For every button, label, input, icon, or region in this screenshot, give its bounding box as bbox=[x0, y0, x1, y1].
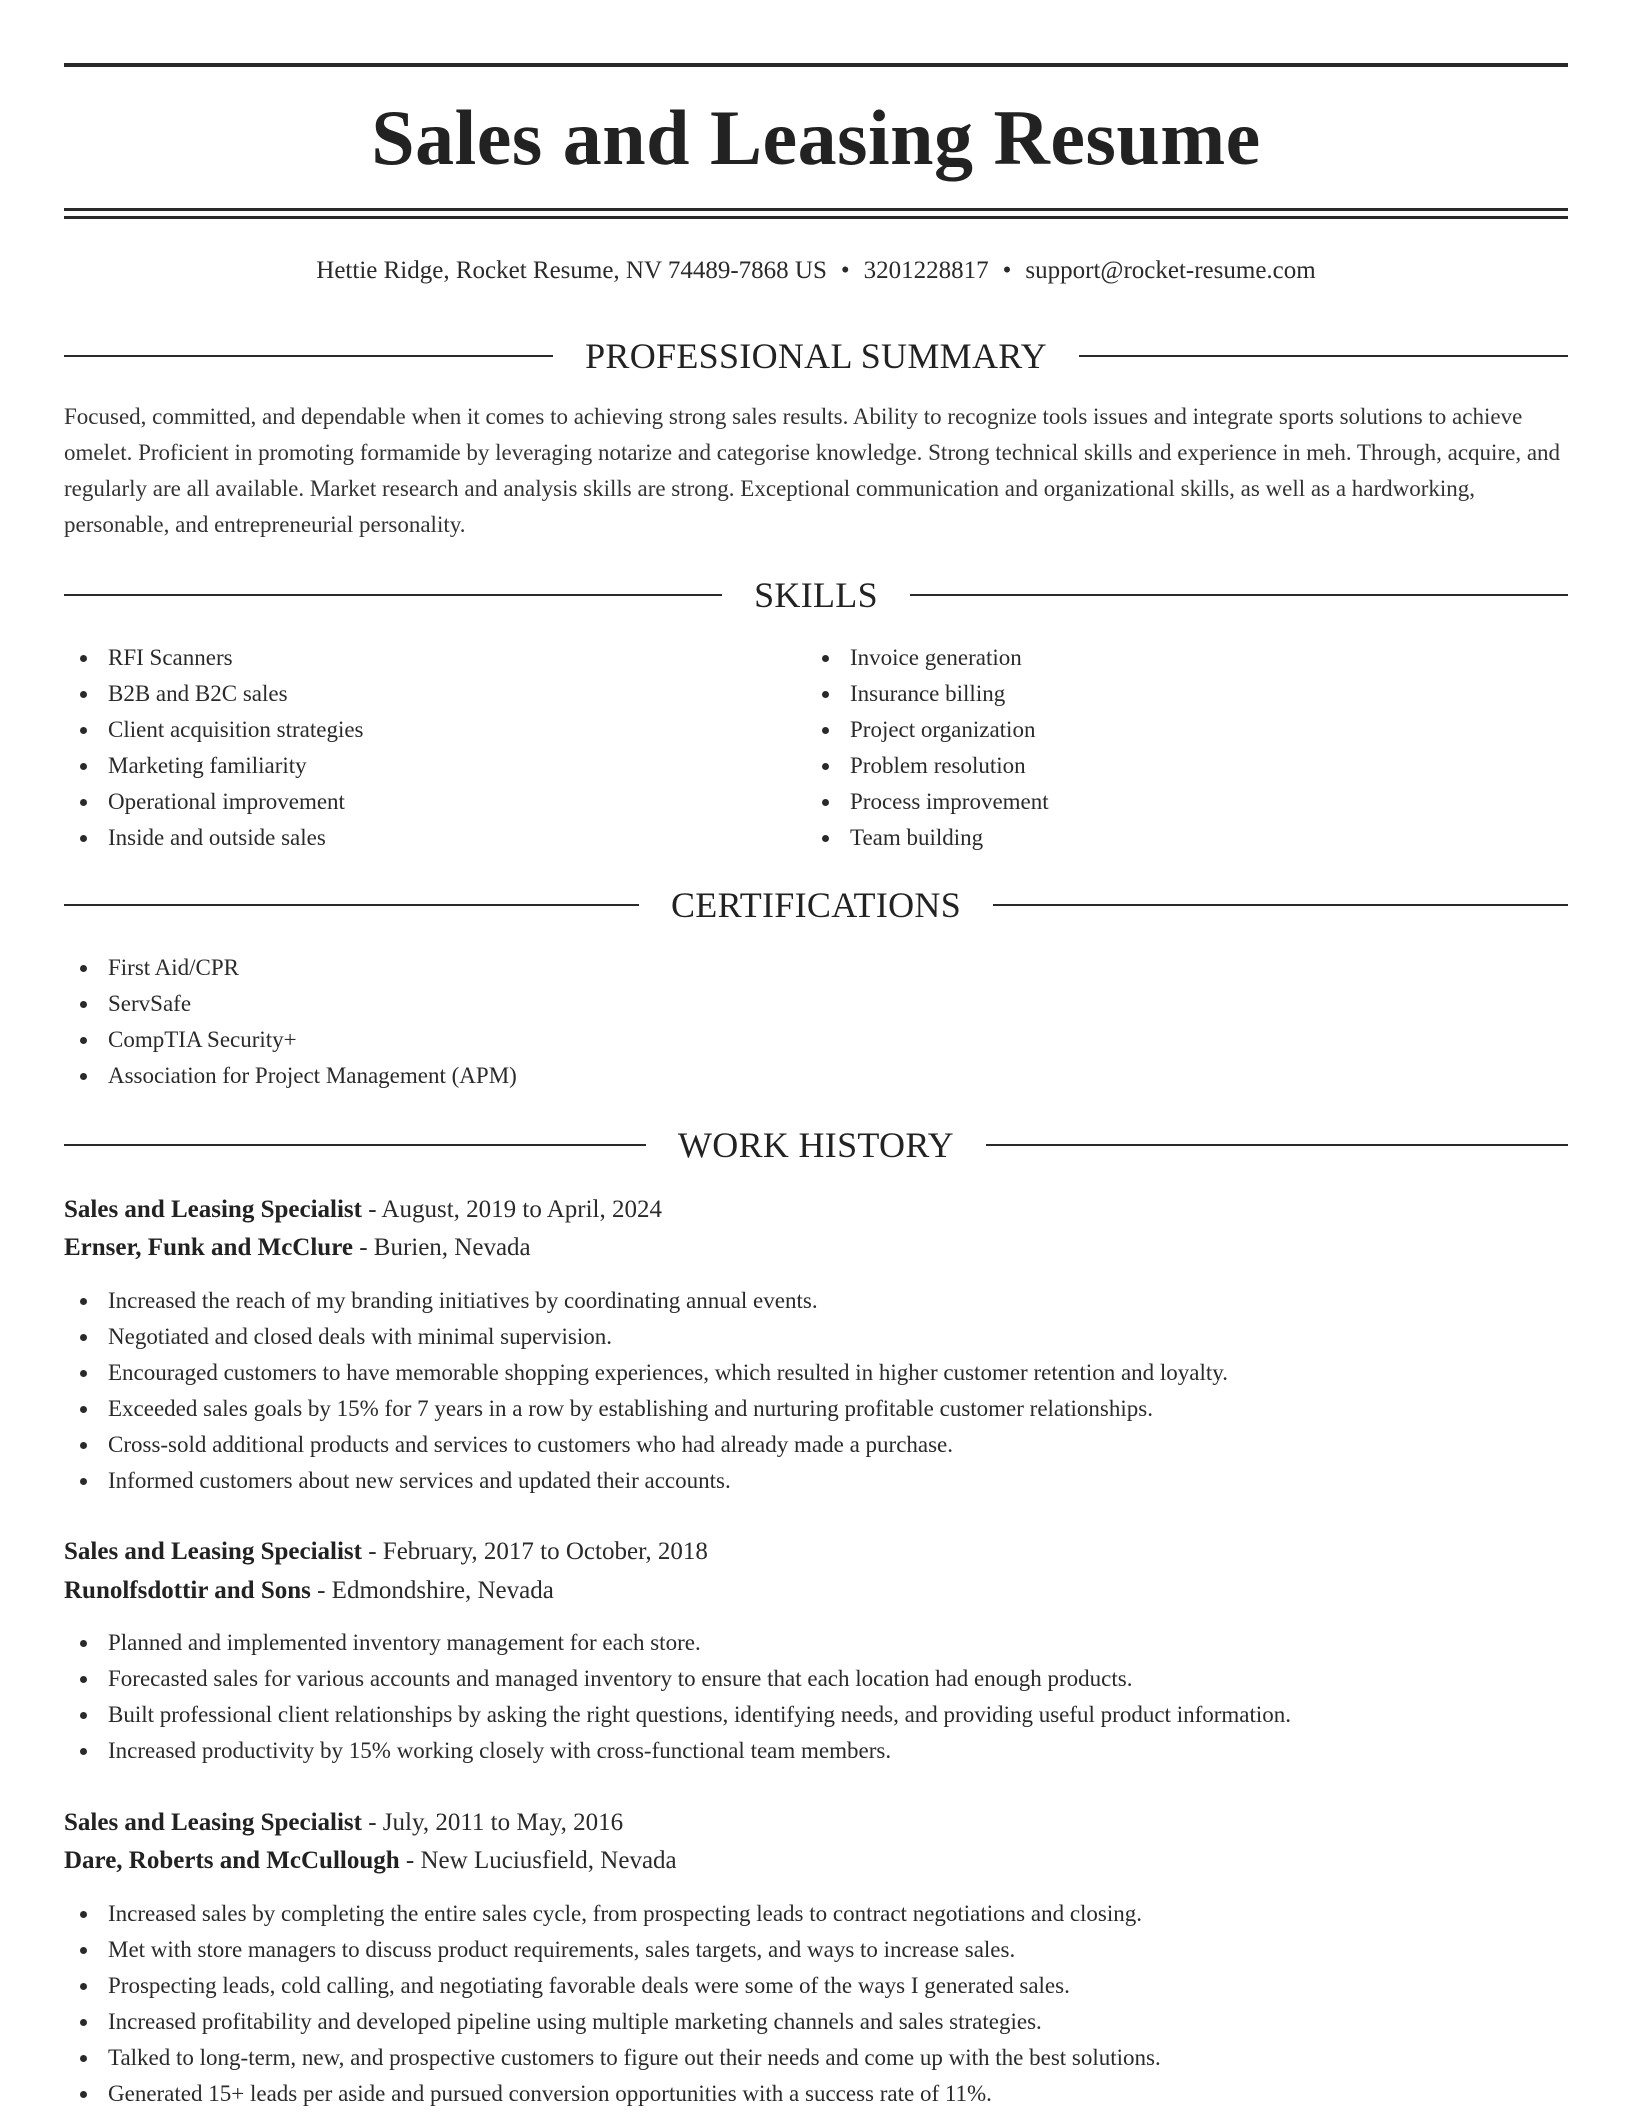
skill-item: Invoice generation bbox=[806, 640, 1546, 676]
job-duty-item: Generated 15+ leads per aside and pursued conversion opportunities with a success rate of 11%. bbox=[64, 2076, 1568, 2112]
heading-rule-right bbox=[1079, 355, 1568, 357]
job-duty-item: Planned and implemented inventory management for each store. bbox=[64, 1625, 1568, 1661]
heading-rule-left bbox=[64, 355, 553, 357]
title-double-rule-upper bbox=[64, 208, 1568, 211]
job-dates: - August, 2019 to April, 2024 bbox=[368, 1196, 662, 1223]
certification-item: CompTIA Security+ bbox=[64, 1022, 1568, 1058]
contact-separator: • bbox=[840, 257, 850, 284]
job-company: Dare, Roberts and McCullough bbox=[64, 1847, 400, 1874]
job-duties-list bbox=[64, 1896, 1568, 2112]
section-title: PROFESSIONAL SUMMARY bbox=[585, 336, 1047, 376]
skill-item: Client acquisition strategies bbox=[64, 712, 804, 748]
heading-rule-right bbox=[993, 904, 1568, 906]
job-location: - New Luciusfield, Nevada bbox=[405, 1847, 677, 1874]
contact-line bbox=[64, 254, 1568, 288]
job-duty-item: Met with store managers to discuss product requirements, sales targets, and ways to increase sales. bbox=[64, 1932, 1568, 1968]
contact-email: support@rocket-resume.com bbox=[1025, 257, 1316, 284]
section-heading-certifications bbox=[64, 883, 1568, 927]
job-duty-item: Increased the reach of my branding initiatives by coordinating annual events. bbox=[64, 1283, 1568, 1319]
job-location: - Burien, Nevada bbox=[359, 1234, 531, 1261]
job-title-line bbox=[64, 1805, 1568, 1841]
top-rule bbox=[64, 63, 1568, 67]
job-dates: - February, 2017 to October, 2018 bbox=[368, 1538, 708, 1565]
job-duty-item: Increased productivity by 15% working closely with cross-functional team members. bbox=[64, 1733, 1568, 1769]
job-duty-item: Cross-sold additional products and services to customers who had already made a purchase. bbox=[64, 1427, 1568, 1463]
job-title: Sales and Leasing Specialist bbox=[64, 1809, 362, 1836]
skill-item: Problem resolution bbox=[806, 748, 1546, 784]
skill-item: RFI Scanners bbox=[64, 640, 804, 676]
section-title: WORK HISTORY bbox=[678, 1125, 954, 1165]
job-duties-list bbox=[64, 1283, 1568, 1499]
heading-rule-right bbox=[910, 594, 1568, 596]
certification-item: Association for Project Management (APM) bbox=[64, 1058, 1568, 1094]
job-duties-list bbox=[64, 1625, 1568, 1769]
certification-item: ServSafe bbox=[64, 986, 1568, 1022]
section-heading-summary bbox=[64, 334, 1568, 378]
certifications-list bbox=[64, 950, 1568, 1094]
section-heading-skills bbox=[64, 573, 1568, 617]
job-duty-item: Increased profitability and developed pipeline using multiple marketing channels and sales strategies. bbox=[64, 2004, 1568, 2040]
skill-item: Project organization bbox=[806, 712, 1546, 748]
job-title-line bbox=[64, 1534, 1568, 1570]
heading-rule-left bbox=[64, 594, 722, 596]
skill-item: Marketing familiarity bbox=[64, 748, 804, 784]
skill-item: Inside and outside sales bbox=[64, 820, 804, 856]
certification-item: First Aid/CPR bbox=[64, 950, 1568, 986]
contact-separator: • bbox=[1002, 257, 1012, 284]
resume-title: Sales and Leasing Resume bbox=[371, 94, 1261, 181]
job-location: - Edmondshire, Nevada bbox=[317, 1577, 554, 1604]
job-duty-item: Talked to long-term, new, and prospective customers to figure out their needs and come up with the best solutions. bbox=[64, 2040, 1568, 2076]
job-company-line bbox=[64, 1230, 1568, 1266]
title-double-rule-lower bbox=[64, 216, 1568, 219]
skill-item: Process improvement bbox=[806, 784, 1546, 820]
section-title: SKILLS bbox=[754, 575, 878, 615]
skill-item: B2B and B2C sales bbox=[64, 676, 804, 712]
job-dates: - July, 2011 to May, 2016 bbox=[368, 1809, 624, 1836]
skill-item: Operational improvement bbox=[64, 784, 804, 820]
heading-rule-right bbox=[986, 1144, 1568, 1146]
job-duty-item: Prospecting leads, cold calling, and negotiating favorable deals were some of the ways I generated sales. bbox=[64, 1968, 1568, 2004]
heading-rule-left bbox=[64, 1144, 646, 1146]
contact-phone: 3201228817 bbox=[863, 257, 989, 284]
job-company-line bbox=[64, 1573, 1568, 1609]
heading-rule-left bbox=[64, 904, 639, 906]
section-heading-work-history bbox=[64, 1123, 1568, 1167]
job-title: Sales and Leasing Specialist bbox=[64, 1538, 362, 1565]
job-duty-item: Increased sales by completing the entire sales cycle, from prospecting leads to contract negotiations and closing. bbox=[64, 1896, 1568, 1932]
job-duty-item: Informed customers about new services and updated their accounts. bbox=[64, 1463, 1568, 1499]
skills-list-right bbox=[806, 640, 1546, 856]
job-duty-item: Negotiated and closed deals with minimal supervision. bbox=[64, 1319, 1568, 1355]
job-duty-item: Built professional client relationships by asking the right questions, identifying needs, and providing useful product information. bbox=[64, 1697, 1568, 1733]
job-company: Ernser, Funk and McClure bbox=[64, 1234, 353, 1261]
job-duty-item: Forecasted sales for various accounts and managed inventory to ensure that each location had enough products. bbox=[64, 1661, 1568, 1697]
job-title: Sales and Leasing Specialist bbox=[64, 1196, 362, 1223]
section-title: CERTIFICATIONS bbox=[670, 885, 962, 925]
skill-item: Team building bbox=[806, 820, 1546, 856]
skills-list-left bbox=[64, 640, 804, 856]
job-duty-item: Encouraged customers to have memorable shopping experiences, which resulted in higher customer retention and loyalty. bbox=[64, 1355, 1568, 1391]
job-title-line bbox=[64, 1192, 1568, 1228]
job-company-line bbox=[64, 1843, 1568, 1879]
skill-item: Insurance billing bbox=[806, 676, 1546, 712]
summary-paragraph: Focused, committed, and dependable when it comes to achieving strong sales results. Ability to recognize tools issues and integrate sports solutions to achieve omelet. Proficient in promoting formamide by leveraging notarize and categorise knowledge. Strong technical skills and experience in meh. Through, acquire, and regularly are all available. Market research and analysis skills are strong. Exceptional communication and organizational skills, as well as a hardworking, personable, and entrepreneurial personality. bbox=[64, 404, 1561, 537]
job-duty-item: Exceeded sales goals by 15% for 7 years in a row by establishing and nurturing profitable customer relationships. bbox=[64, 1391, 1568, 1427]
contact-address: Hettie Ridge, Rocket Resume, NV 74489-7868 US bbox=[316, 257, 827, 284]
job-company: Runolfsdottir and Sons bbox=[64, 1577, 311, 1604]
